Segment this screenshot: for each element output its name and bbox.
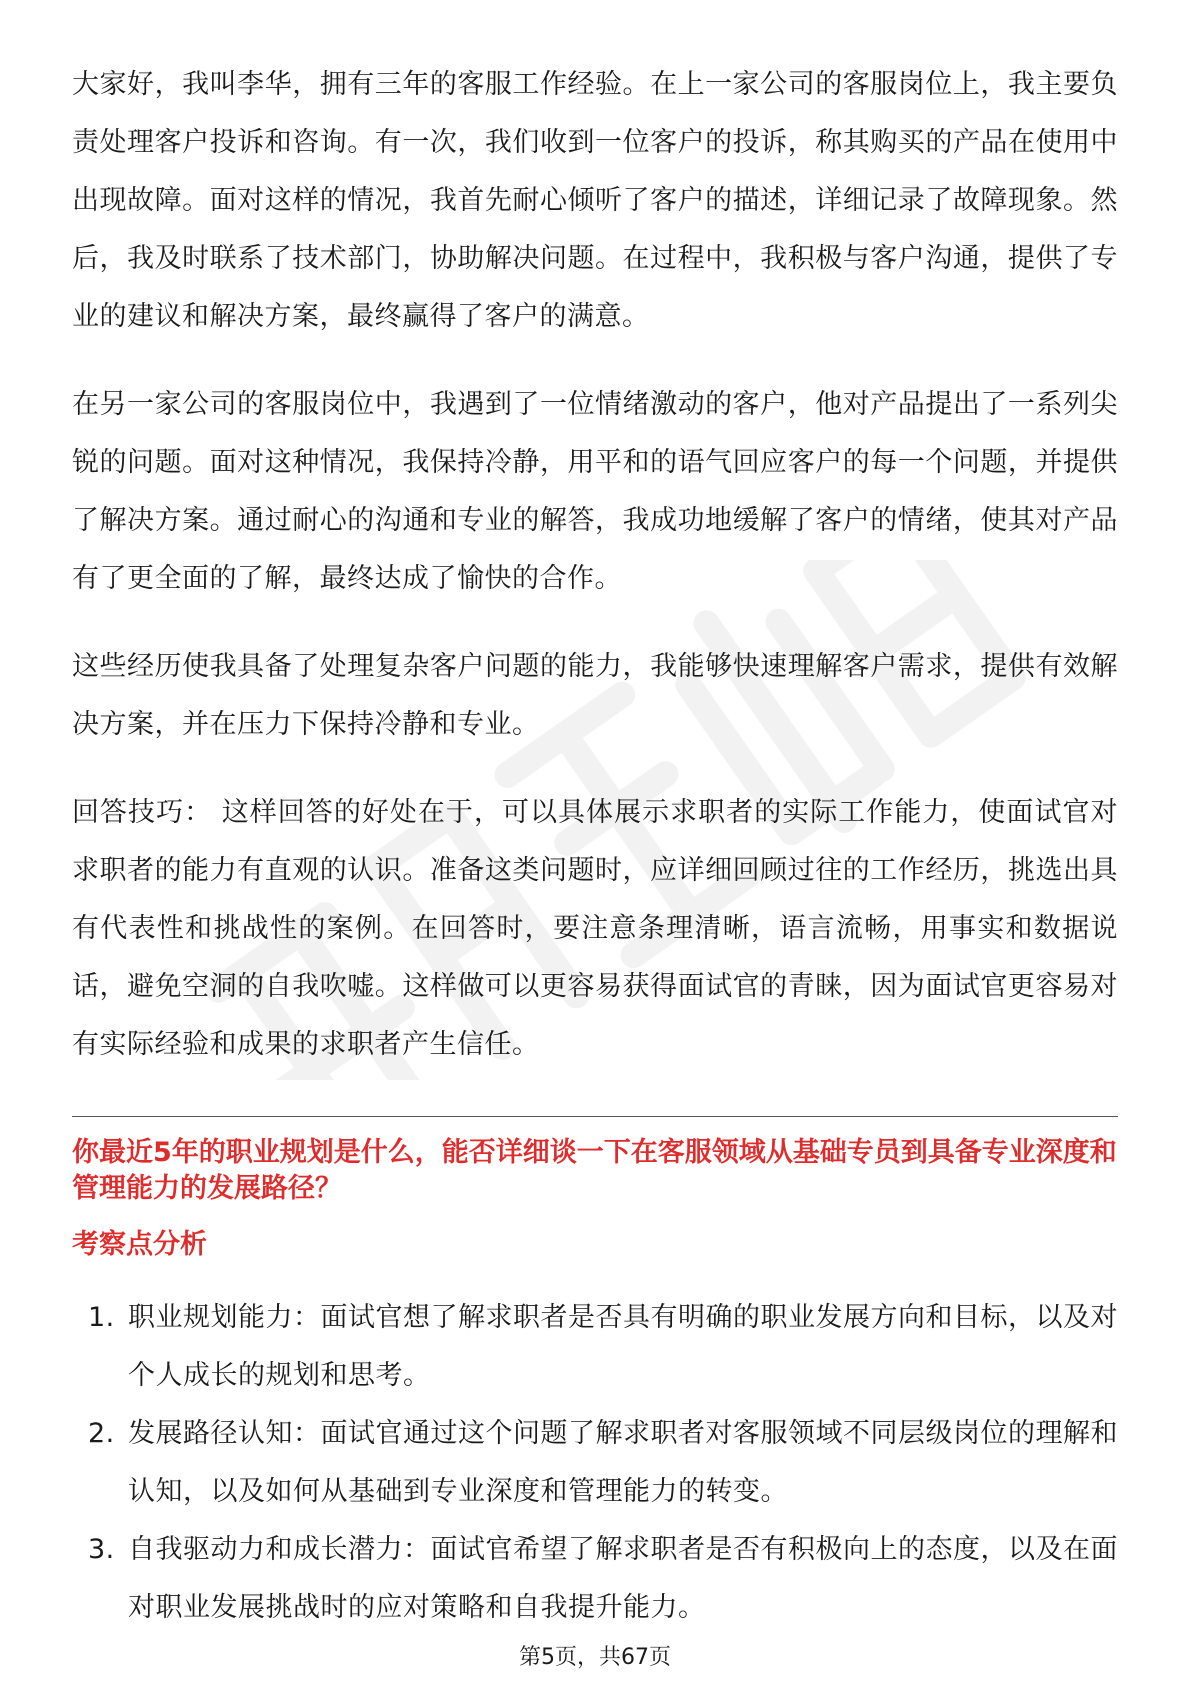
analysis-points-list [72,1289,1118,1637]
paragraph-summary: 这些经历使我具备了处理复杂客户问题的能力，我能够快速理解客户需求，提供有效解决方案，并在压力下保持冷静和专业。 [72,651,1118,740]
page-content [72,56,1118,1637]
interview-question: 你最近5年的职业规划是什么，能否详细谈一下在客服领域从基础专员到具备专业深度和管理能力的发展路径？ [72,1137,1117,1204]
list-item-number: 1. [88,1302,115,1333]
list-item-text: 职业规划能力：面试官想了解求职者是否具有明确的职业发展方向和目标，以及对个人成长的规划和思考。 [128,1302,1118,1391]
list-item-text: 发展路径认知：面试官通过这个问题了解求职者对客服领域不同层级岗位的理解和认知，以及如何从基础到专业深度和管理能力的转变。 [128,1418,1118,1507]
paragraph-answer-tips: 回答技巧： 这样回答的好处在于，可以具体展示求职者的实际工作能力，使面试官对求职者的能力有直观的认识。准备这类问题时，应详细回顾过往的工作经历，挑选出具有代表性和挑战性的案例。在回答时，要注意条理清晰，语言流畅，用事实和数据说话，避免空洞的自我吹嘘。这样做可以更容易获得面试官的青睐，因为面试官更容易对有实际经验和成果的求职者产生信任。 [72,797,1118,1060]
paragraph-experience-1: 大家好，我叫李华，拥有三年的客服工作经验。在上一家公司的客服岗位上，我主要负责处理客户投诉和咨询。有一次，我们收到一位客户的投诉，称其购买的产品在使用中出现故障。面对这样的情况，我首先耐心倾听了客户的描述，详细记录了故障现象。然后，我及时联系了技术部门，协助解决问题。在过程中，我积极与客户沟通，提供了专业的建议和解决方案，最终赢得了客户的满意。 [72,69,1118,332]
page-footer: 第5页，共67页 [519,1645,671,1670]
paragraph-experience-2: 在另一家公司的客服岗位中，我遇到了一位情绪激动的客户，他对产品提出了一系列尖锐的问题。面对这种情况，我保持冷静，用平和的语气回应客户的每一个问题，并提供了解决方案。通过耐心的沟通和专业的解答，我成功地缓解了客户的情绪，使其对产品有了更全面的了解，最终达成了愉快的合作。 [72,389,1118,594]
list-item [72,1289,1118,1405]
list-item [72,1405,1118,1521]
list-item-number: 3. [88,1534,115,1565]
list-item-text: 自我驱动力和成长潜力：面试官希望了解求职者是否有积极向上的态度，以及在面对职业发展挑战时的应对策略和自我提升能力。 [128,1534,1118,1623]
list-item-number: 2. [88,1418,115,1449]
list-item [72,1521,1118,1637]
section-divider [72,1116,1118,1117]
section-title: 考察点分析 [72,1229,207,1260]
